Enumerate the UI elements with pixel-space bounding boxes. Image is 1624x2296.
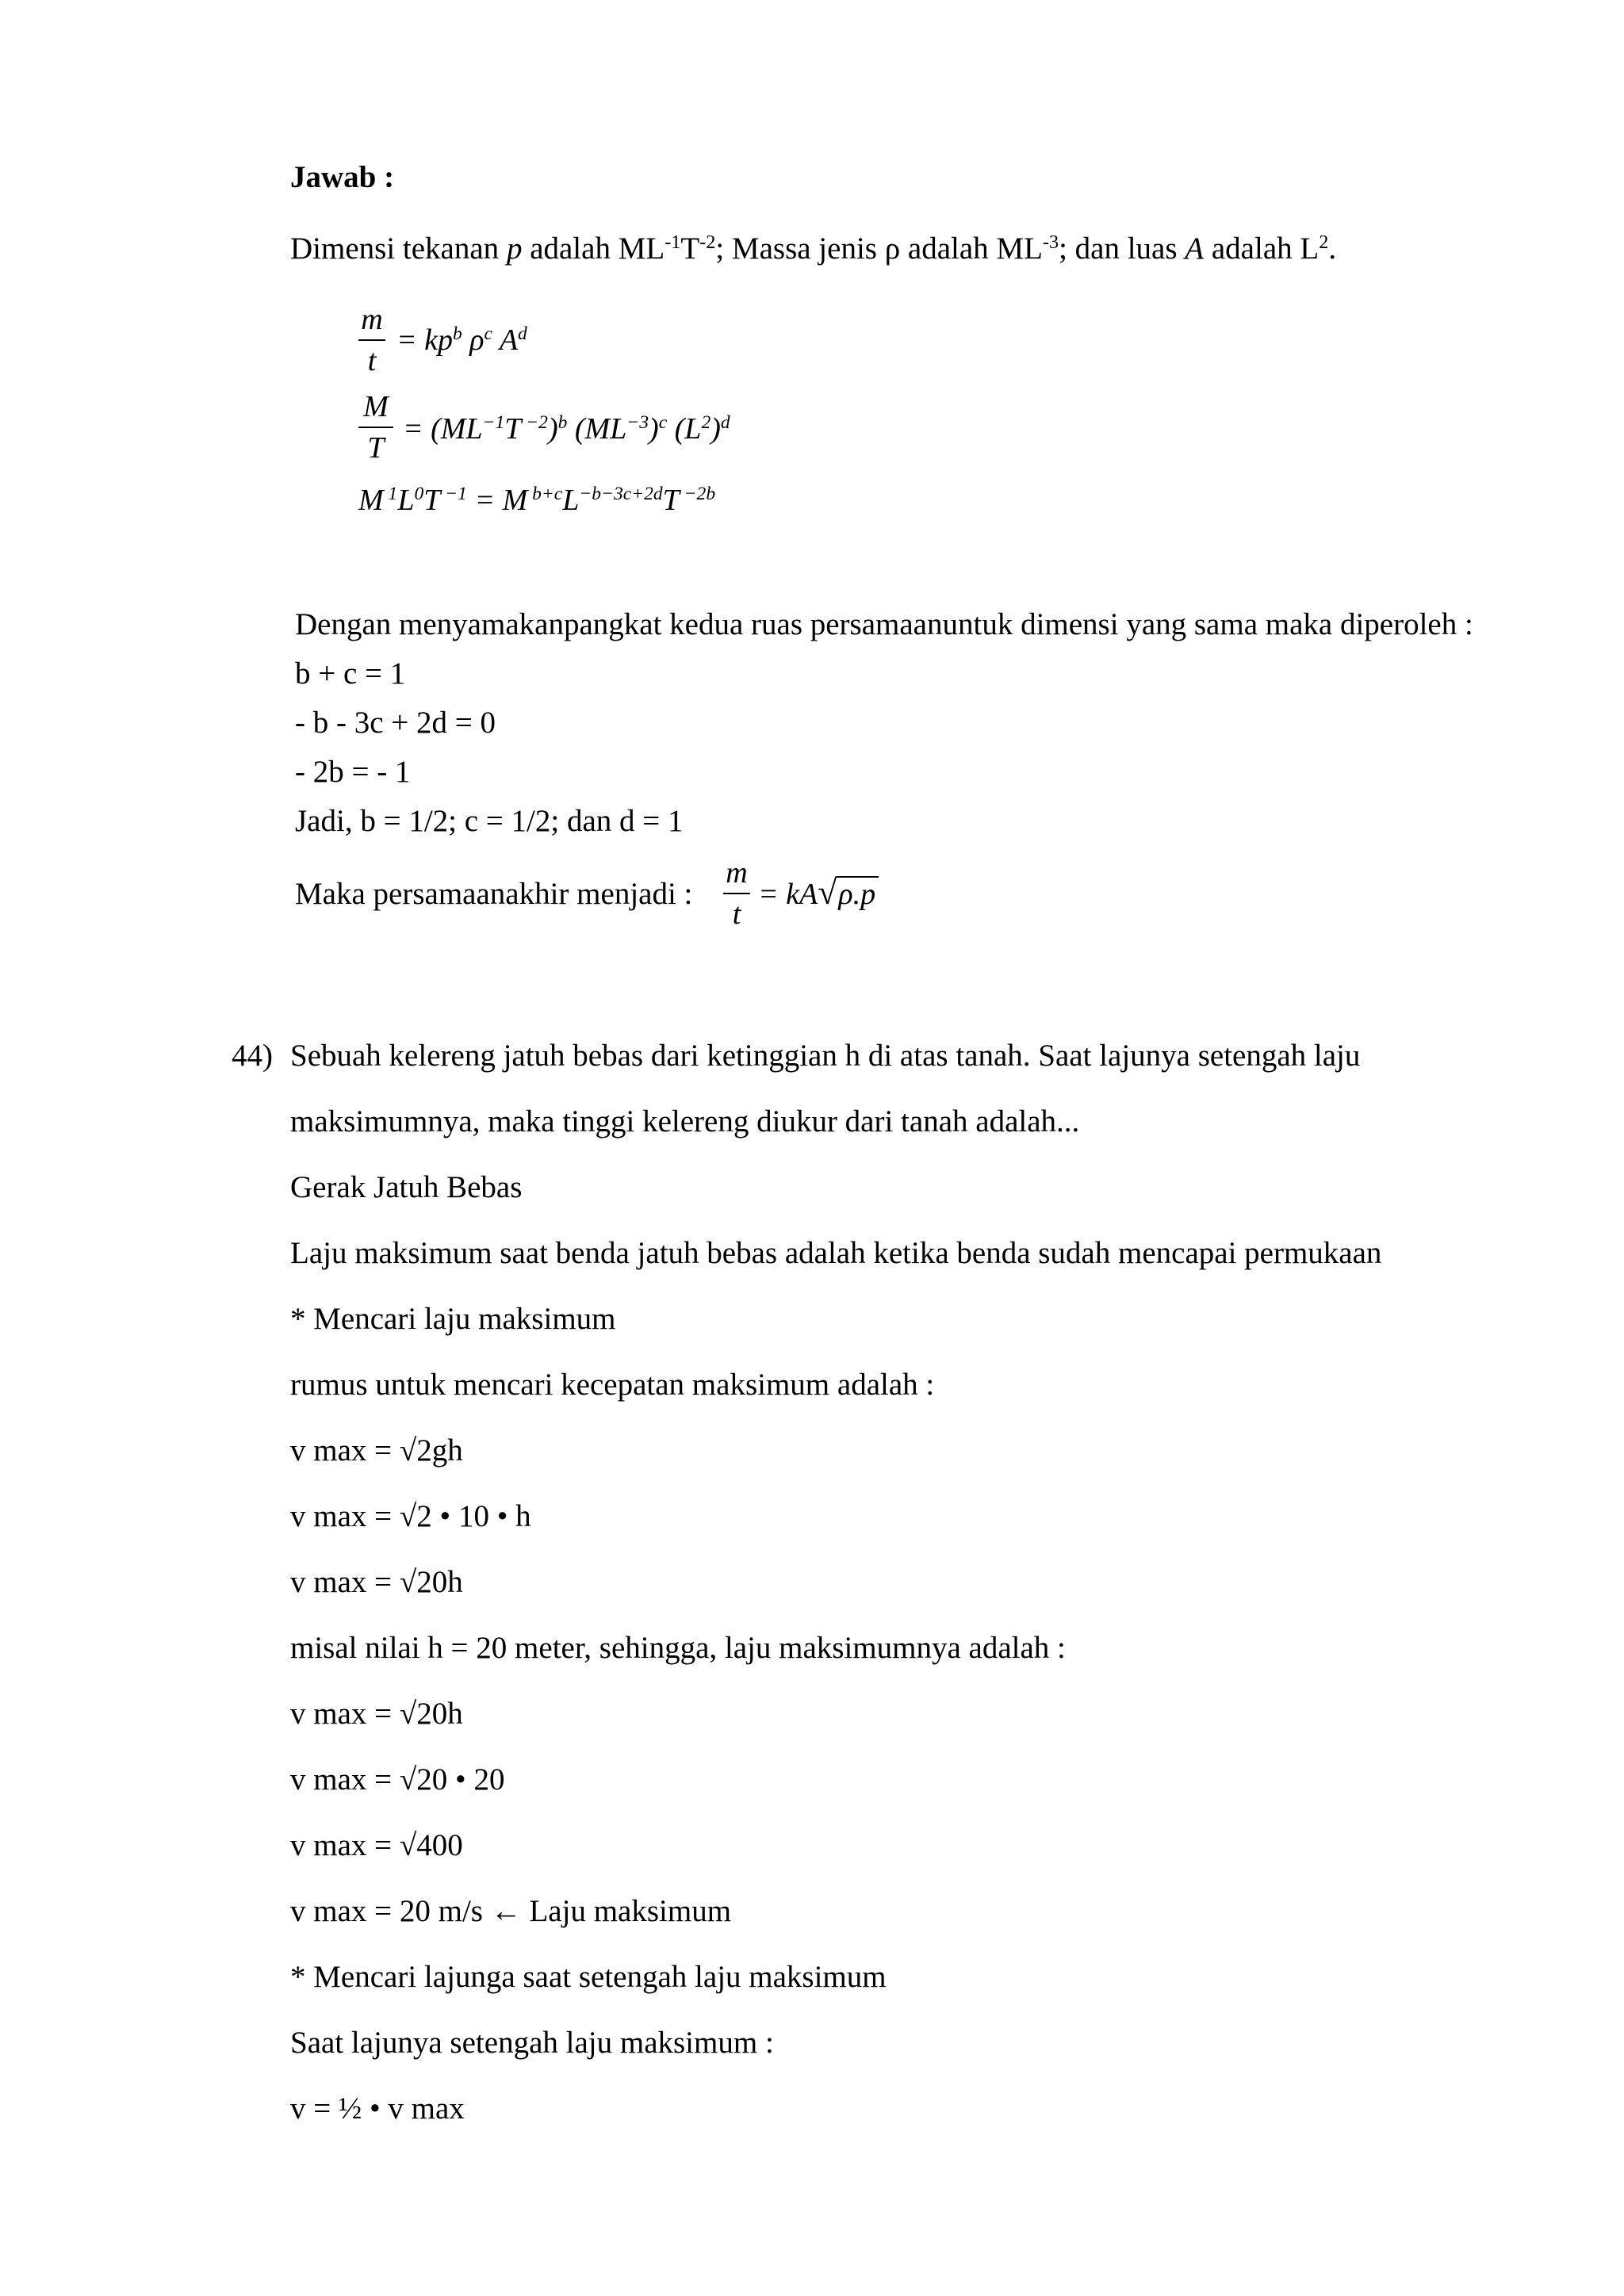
question-line: v max = √20 • 20 (290, 1762, 505, 1797)
derivation-line: Jadi, b = 1/2; c = 1/2; dan d = 1 (295, 804, 684, 838)
final-fraction: m t (723, 858, 750, 929)
question-line: Sebuah kelereng jatuh bebas dari ketinggian h di atas tanah. Saat lajunya setengah laju (290, 1039, 1361, 1073)
question-line: v max = √20h (290, 1565, 463, 1599)
derivation-line: b + c = 1 (295, 656, 406, 691)
question-line: misal nilai h = 20 meter, sehingga, laju maksimumnya adalah : (290, 1631, 1066, 1665)
eq2-fraction: M T (358, 392, 393, 463)
derivation-line: Dengan menyamakanpangkat kedua ruas persamaanuntuk dimensi yang sama maka diperoleh : (295, 607, 1473, 641)
question-line: * Mencari laju maksimum (290, 1302, 616, 1336)
question-line: v max = √2 • 10 • h (290, 1499, 531, 1533)
question-number: 44) (232, 1039, 273, 1073)
final-rhs: = kA√ρ.p (758, 875, 879, 910)
question-line: Laju maksimum saat benda jatuh bebas adalah ketika benda sudah mencapai permukaan (290, 1236, 1382, 1270)
question-line: v max = √20h (290, 1697, 463, 1731)
derivation-line: - b - 3c + 2d = 0 (295, 706, 496, 740)
question-line: v max = √2gh (290, 1433, 463, 1468)
question-line: v max = 20 m/s ← Laju maksimum (290, 1894, 732, 1928)
question-line: Saat lajunya setengah laju maksimum : (290, 2026, 774, 2060)
answer-heading: Jawab : (290, 160, 395, 194)
dimension-sentence: Dimensi tekanan p adalah $ML^{-1}T^{-2}$; Massa jenis ρ adalah $ML^{-3}$; dan luas A adalah $L^2$. (290, 231, 1337, 266)
final-label: Maka persamaanakhir menjadi : (295, 877, 693, 911)
question-line: v max = √400 (290, 1828, 463, 1862)
question-line: v = ½ • v max (290, 2091, 465, 2126)
eq1-rhs: = $kp^b$ $\rho^c$ $A^d$ (396, 323, 527, 357)
question-line: Gerak Jatuh Bebas (290, 1170, 523, 1204)
derivation-line: - 2b = - 1 (295, 755, 411, 789)
eq1-fraction: m t (358, 304, 385, 376)
eq3: M $^1L^0T$ $^{-1}$ = M $^{b+c}L^{-b-3c+2d}T$ $^{-2b}$ (358, 484, 716, 517)
question-line: * Mencari lajunga saat setengah laju maksimum (290, 1960, 887, 1994)
question-line: maksimumnya, maka tinggi kelereng diukur dari tanah adalah... (290, 1104, 1080, 1138)
eq2-rhs: = ($ML^{-1}T$ $^{-2}$)$^b$ $(ML^{-3})^c$ $(L^2)^d$ (403, 412, 730, 446)
question-line: rumus untuk mencari kecepatan maksimum adalah : (290, 1368, 935, 1402)
